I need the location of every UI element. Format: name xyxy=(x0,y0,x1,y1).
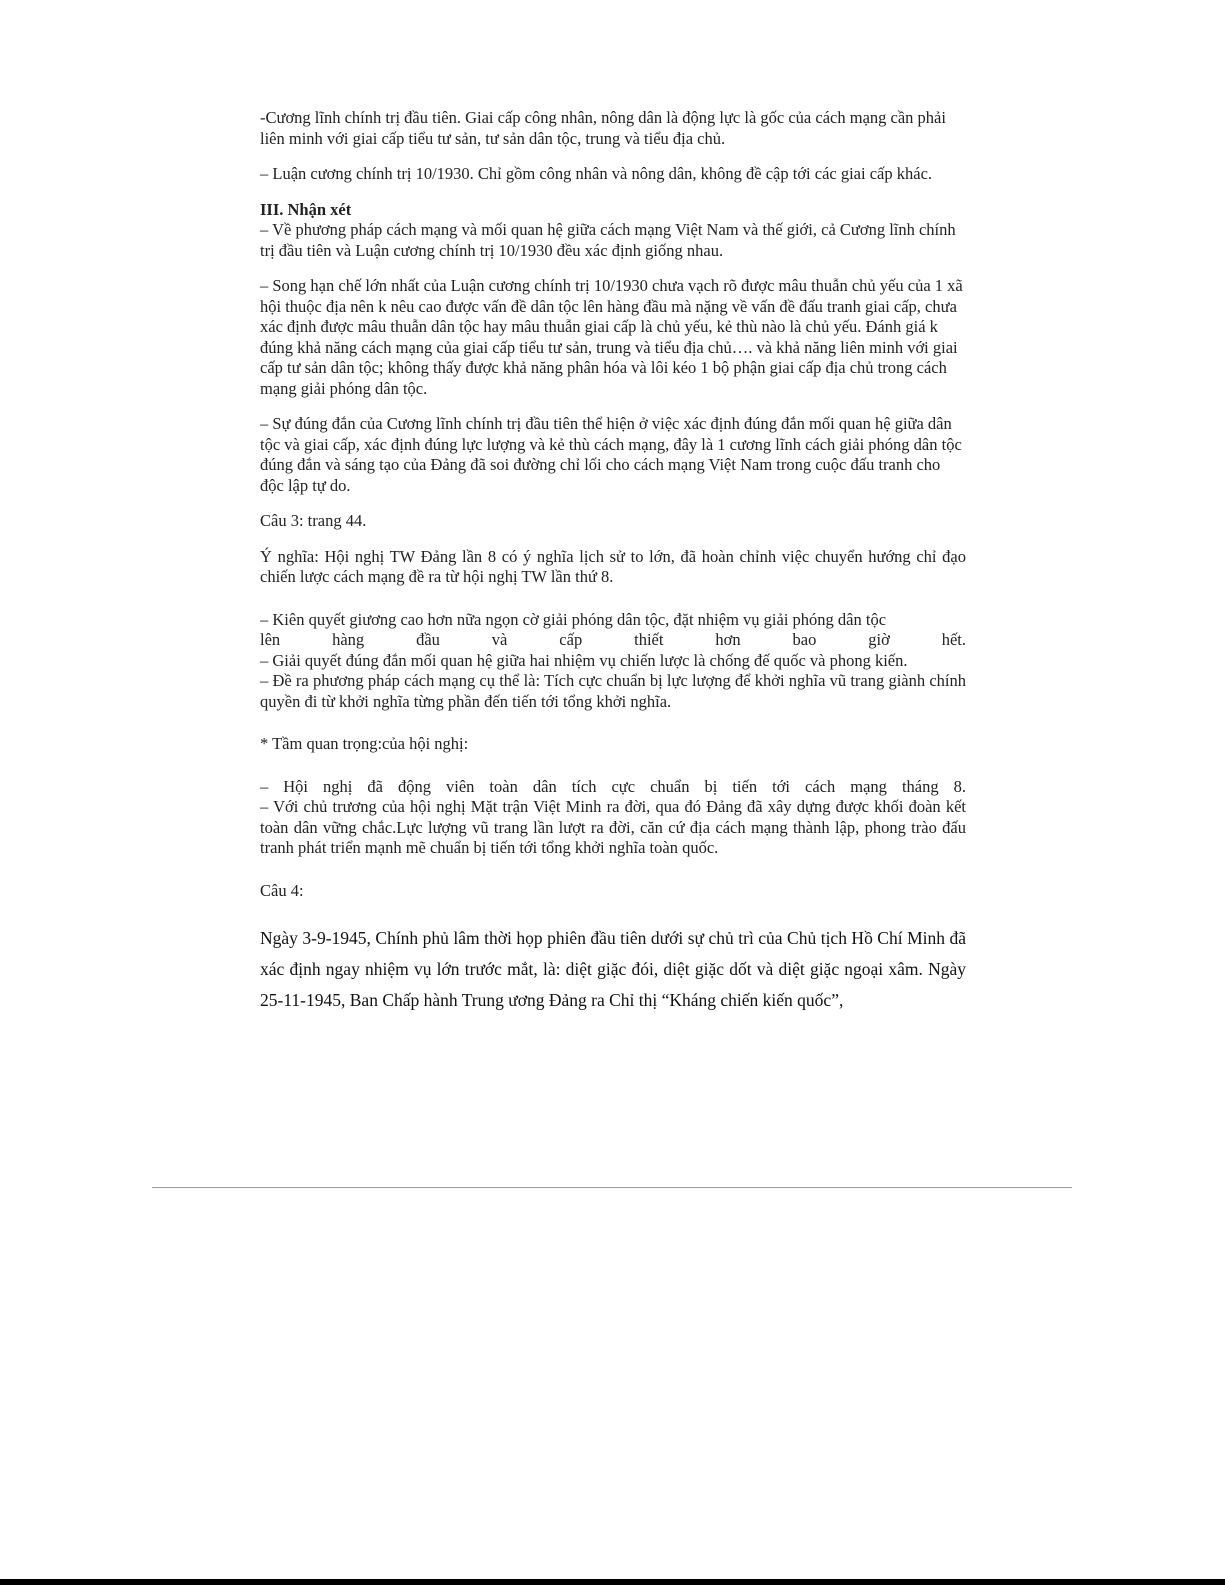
question-3-label: Câu 3: trang 44. xyxy=(260,511,367,530)
list-item-kien-quyet: – Kiên quyết giương cao hơn nữa ngọn cờ giải phóng dân tộc, đặt nhiệm vụ giải phóng dân tộc xyxy=(260,609,887,629)
paragraph-luan-cuong: – Luận cương chính trị 10/1930. Chỉ gồm công nhân và nông dân, không đề cập tới các giai cấp khác. xyxy=(260,164,933,183)
paragraph-phuong-phap: – Về phương pháp cách mạng và mối quan hệ giữa cách mạng Việt Nam và thế giới, cả Cương lĩnh chính trị đầu tiên và Luận cương chính trị 10/1930 đều xác định giống nhau. xyxy=(260,220,956,260)
paragraph-hoi-nghi-list xyxy=(260,777,966,859)
list-item-dong-vien: – Hội nghị đã động viên toàn dân tích cực chuẩn bị tiến tới cách mạng tháng 8. xyxy=(260,776,966,796)
list-item-mat-tran: – Với chủ trương của hội nghị Mặt trận Việt Minh ra đời, qua đó Đảng đã xây dựng được khối đoàn kết toàn dân vững chắc.Lực lượng vũ trang lần lượt ra đời, căn cứ địa cách mạng thành lập, phong trào đấu tranh phát triển mạnh mẽ chuẩn bị tiến tới tổng khởi nghĩa toàn quốc. xyxy=(260,797,966,857)
paragraph-y-nghia: Ý nghĩa: Hội nghị TW Đảng lần 8 có ý nghĩa lịch sử to lớn, đã hoàn chỉnh việc chuyển hướng chỉ đạo chiến lược cách mạng đề ra từ hội nghị TW lần thứ 8. xyxy=(260,546,966,586)
paragraph-tam-quan-trong: * Tầm quan trọng:của hội nghị: xyxy=(260,734,469,753)
list-item-giai-quyet: – Giải quyết đúng đắn mối quan hệ giữa hai nhiệm vụ chiến lược là chống đế quốc và phong kiến. xyxy=(260,650,908,670)
bottom-edge-bar xyxy=(0,1579,1225,1585)
page-divider xyxy=(152,1187,1072,1188)
paragraph-cuong-linh: -Cương lĩnh chính trị đầu tiên. Giai cấp công nhân, nông dân là động lực là gốc của cách mạng cần phải liên minh với giai cấp tiểu tư sản, tư sản dân tộc, trung và tiểu địa chủ. xyxy=(260,108,946,148)
list-item-phuong-phap: – Đề ra phương pháp cách mạng cụ thể là: Tích cực chuẩn bị lực lượng để khởi nghĩa vũ trang giành chính quyền đi từ khởi nghĩa từng phần đến tiến tới tổng khởi nghĩa. xyxy=(260,671,966,711)
paragraph-ngay-3-9-1945: Ngày 3-9-1945, Chính phủ lâm thời họp phiên đầu tiên dưới sự chủ trì của Chủ tịch Hồ Chí Minh đã xác định ngay nhiệm vụ lớn trước mắt, là: diệt giặc đói, diệt giặc dốt và diệt giặc ngoại xâm. Ngày 25-11-1945, Ban Chấp hành Trung ương Đảng ra Chỉ thị “Kháng chiến kiến quốc”, xyxy=(260,928,966,1010)
paragraph-nhiem-vu-list xyxy=(260,610,966,713)
section-heading-nhan-xet: III. Nhận xét xyxy=(260,199,352,219)
paragraph-su-dung-dan: – Sự đúng đắn của Cương lĩnh chính trị đầu tiên thể hiện ở việc xác định đúng đắn mối quan hệ giữa dân tộc và giai cấp, xác định đúng lực lượng và kẻ thù cách mạng, đây là 1 cương lĩnh cách giải phóng dân tộc đúng đắn và sáng tạo của Đảng đã soi đường chỉ lối cho cách mạng Việt Nam trong cuộc đấu tranh cho độc lập tự do. xyxy=(260,414,962,495)
paragraph-han-che: – Song hạn chế lớn nhất của Luận cương chính trị 10/1930 chưa vạch rõ được mâu thuẫn chủ yếu của 1 xã hội thuộc địa nên k nêu cao được vấn đề dân tộc lên hàng đầu mà nặng về vấn đề đấu tranh giai cấp, chưa xác định được mâu thuẫn dân tộc hay mâu thuẫn giai cấp là chủ yếu, kẻ thù nào là chủ yếu. Đánh giá k đúng khả năng cách mạng của giai cấp tiểu tư sản, trung và tiểu địa chủ…. và khả năng liên minh với giai cấp tư sản dân tộc; không thấy được khả năng phân hóa và lôi kéo 1 bộ phận giai cấp địa chủ trong cách mạng giải phóng dân tộc. xyxy=(260,276,963,398)
document-body xyxy=(260,108,966,1031)
question-4-label: Câu 4: xyxy=(260,880,304,900)
list-item-kien-quyet-cont: lên hàng đầu và cấp thiết hơn bao giờ hết. xyxy=(260,630,966,649)
